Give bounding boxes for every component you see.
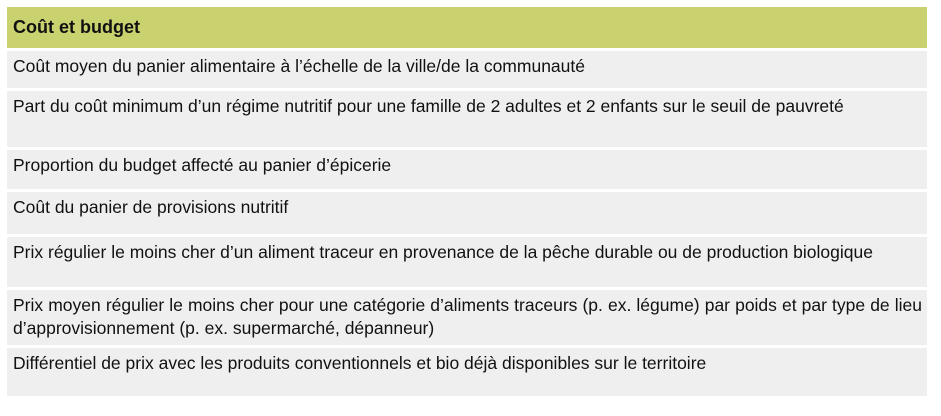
- table-cell: Coût moyen du panier alimentaire à l’échelle de la ville/de la communauté: [13, 56, 585, 76]
- table-row: [7, 287, 927, 345]
- table-row: [7, 234, 927, 287]
- table-row: [7, 147, 927, 189]
- table-cell: Coût du panier de provisions nutritif: [13, 197, 289, 217]
- table-row: [7, 345, 927, 396]
- table-cell: Prix régulier le moins cher d’un aliment traceur en provenance de la pêche durable ou de production biologique: [13, 242, 873, 262]
- table-cell: Part du coût minimum d’un régime nutritif pour une famille de 2 adultes et 2 enfants sur le seuil de pauvreté: [13, 96, 844, 116]
- table-row: [7, 189, 927, 234]
- table-cell: Proportion du budget affecté au panier d’épicerie: [13, 155, 392, 175]
- table-header: [7, 7, 927, 48]
- table-header-label: Coût et budget: [13, 17, 140, 37]
- table-cell: Différentiel de prix avec les produits conventionnels et bio déjà disponibles sur le territoire: [13, 353, 707, 373]
- table-row: [7, 48, 927, 88]
- table-row: [7, 88, 927, 147]
- table-cell: Prix moyen régulier le moins cher pour une catégorie d’aliments traceurs (p. ex. légume) par poids et par type de lieu d’approvisionnement (p. ex. supermarché, dépanneur): [13, 295, 922, 338]
- cost-budget-table: [7, 7, 927, 396]
